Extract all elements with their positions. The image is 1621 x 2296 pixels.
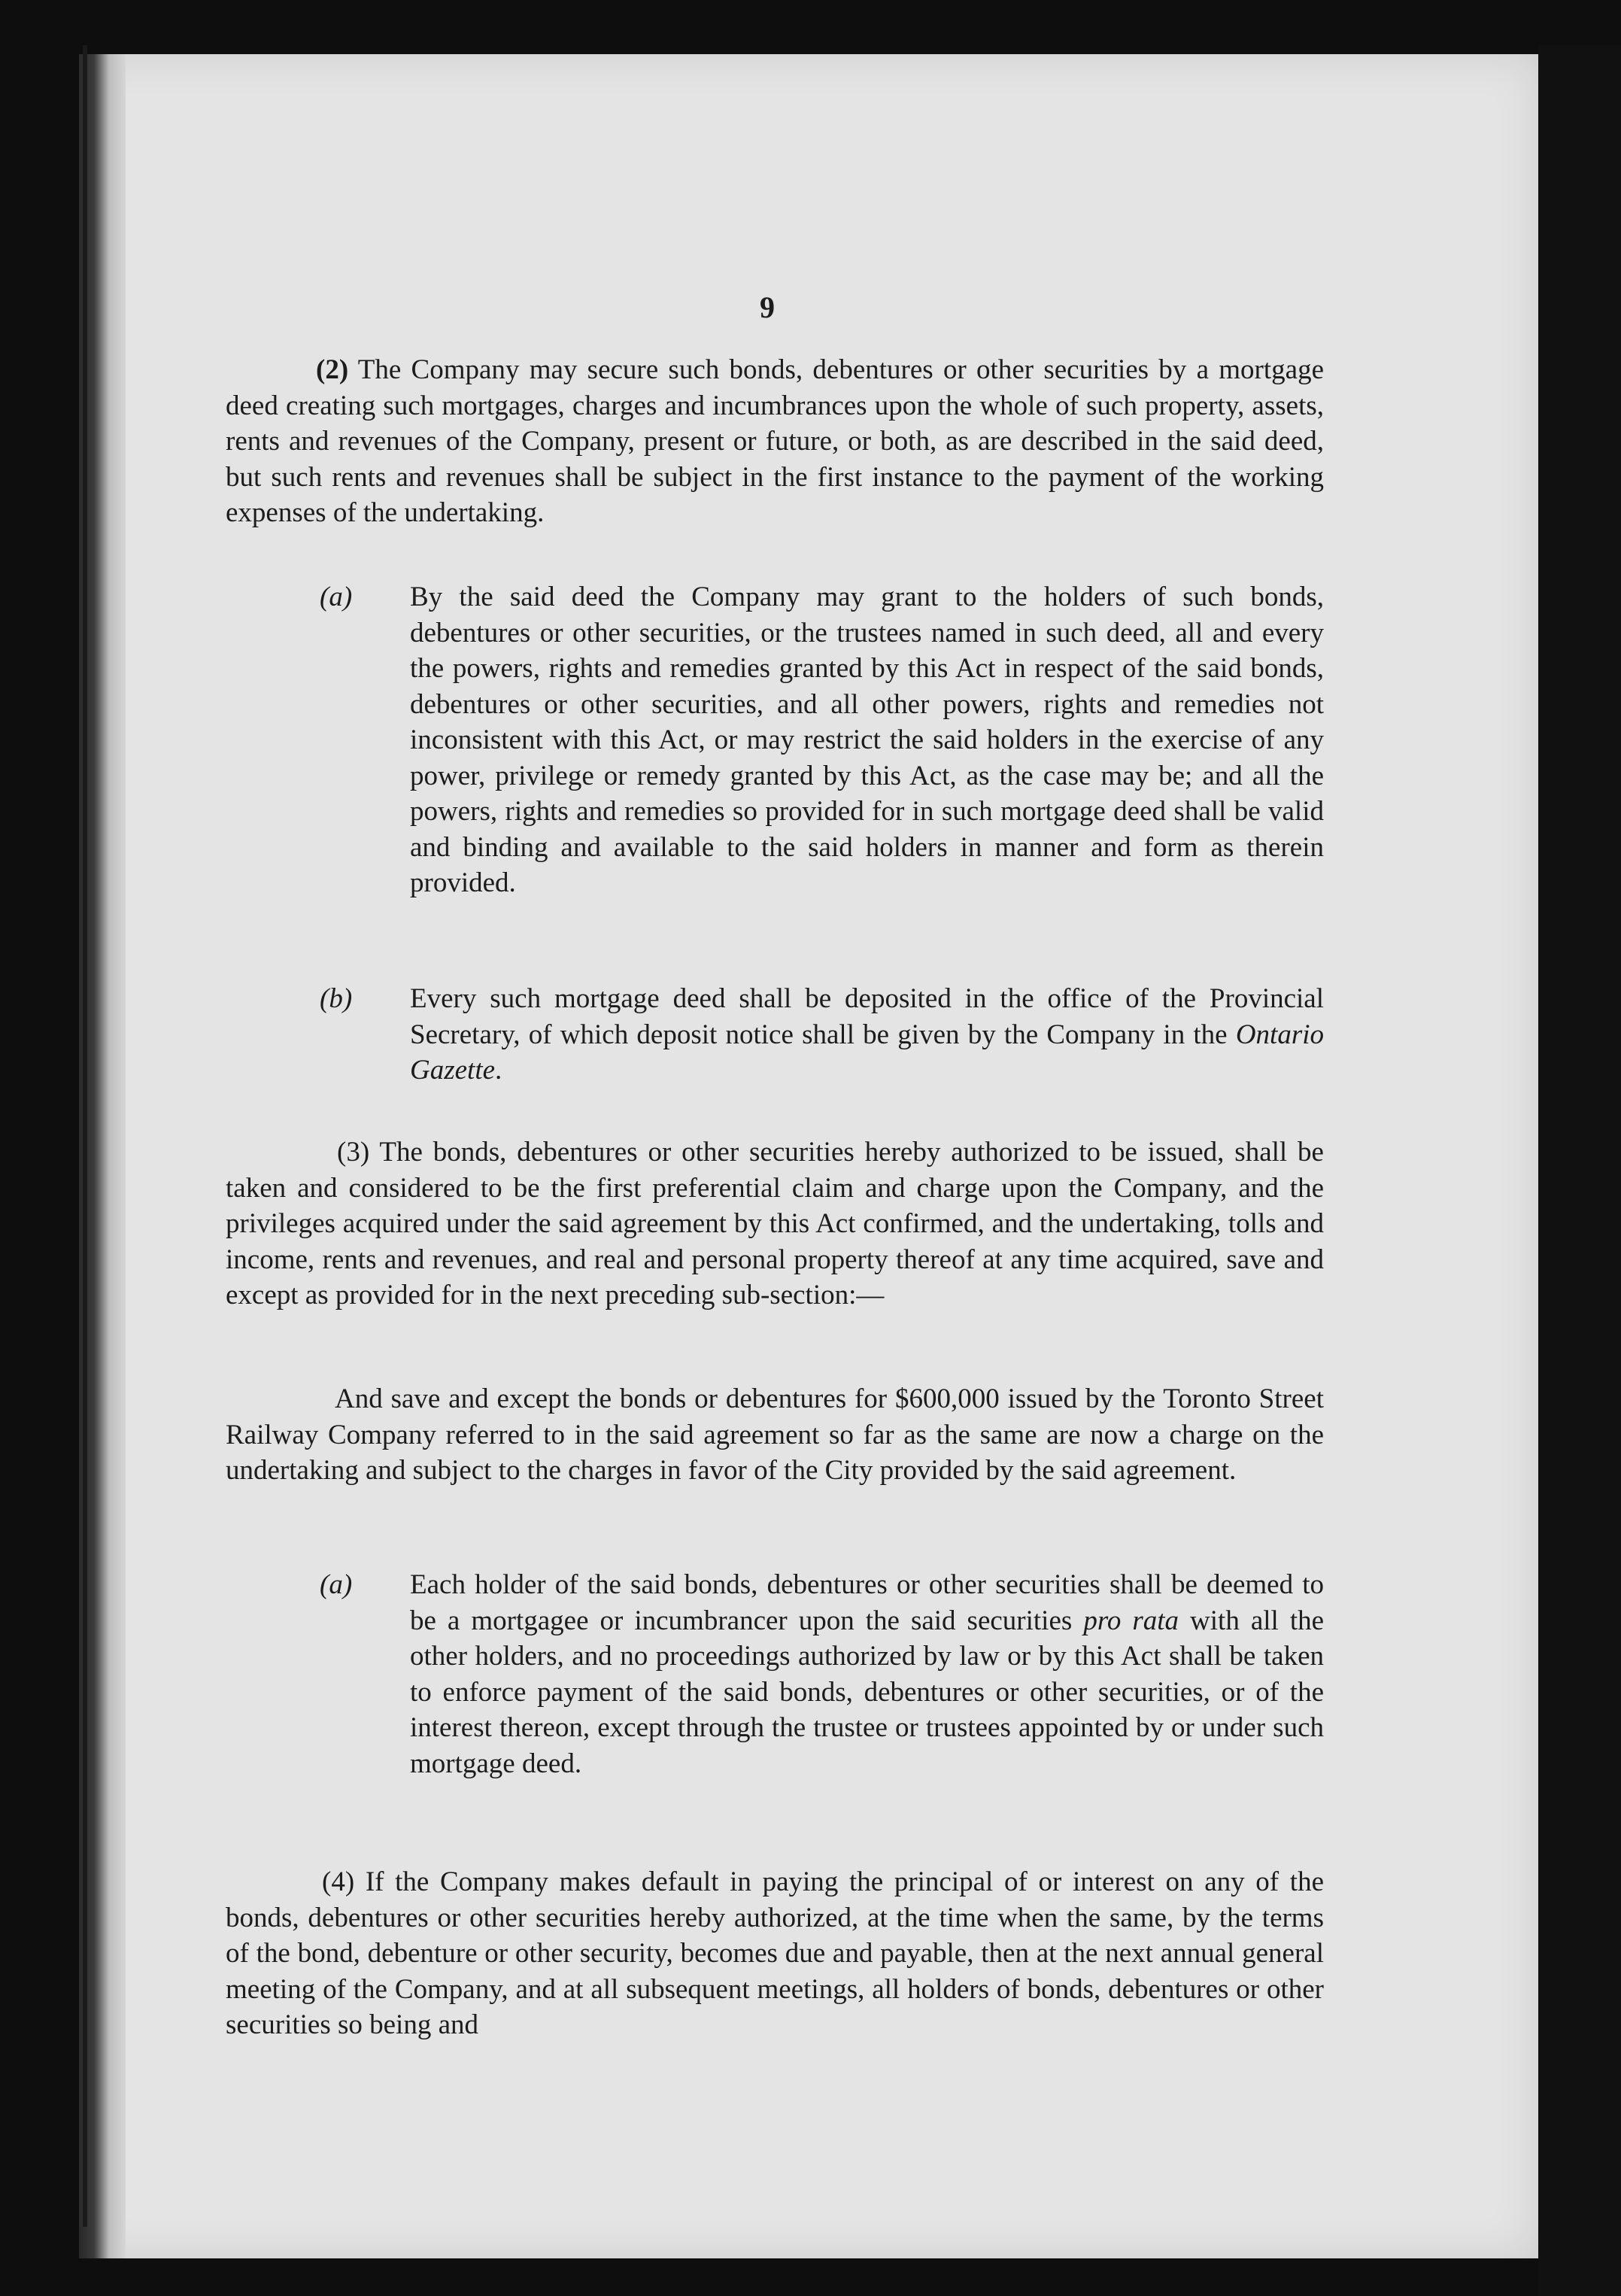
pro-rata-italic: pro rata [1083,1605,1179,1636]
paragraph-2b [320,981,1325,1089]
paragraph-3a-text-before: Each holder of the said bonds, debentures or other securities shall be deemed to be a mortgagee or incumbrancer upon the said securities [410,1569,1324,1636]
paragraph-3-text: The bonds, debentures or other securities hereby authorized to be issued, shall be taken and considered to be the first preferential claim and charge upon the Company, and the privileges acquired under the said agreement by this Act confirmed, and the undertaking, tolls and income, rents and revenues, and real and personal property thereof at any time acquired, save and except as provided for in the next preceding sub-section:— [226,1137,1324,1310]
paragraph-2a-text: By the said deed the Company may grant to the holders of such bonds, debentures or other securities, or the trustees named in such deed, all and every the powers, rights and remedies granted by this Act in respect of the said bonds, debentures or other securities, and all other powers, rights and remedies not inconsistent with this Act, or may restrict the said holders in the exercise of any power, privilege or remedy granted by this Act, as the case may be; and all the powers, rights and remedies so provided for in such mortgage deed shall be valid and binding and available to the said holders in manner and form as therein provided. [410,582,1324,898]
paragraph-2-text: The Company may secure such bonds, debentures or other securities by a mortgage deed creating such mortgages, charges and incumbrances upon the whole of such property, assets, rents and revenues of the Company, present or future, or both, as are described in the said deed, but such rents and revenues shall be subject in the first instance to the payment of the working expenses of the undertaking. [226,354,1324,528]
binding-edge-line [83,45,87,2227]
paragraph-2b-text: Every such mortgage deed shall be deposited in the office of the Provincial Secretary, of which deposit notice shall be given by the Company in the [410,983,1324,1050]
paragraph-4 [226,1864,1324,2043]
page-edge-dark [1538,45,1621,2296]
paragraph-2 [226,352,1324,531]
paragraph-3 [226,1134,1324,1314]
ontario-gazette-italic: Ontario Gazette [410,1019,1325,1086]
paragraph-2b-end: . [495,1055,502,1086]
page-number: 9 [760,290,775,324]
paragraph-3-label: (3) [337,1137,370,1168]
paragraph-3a [320,1567,1325,1781]
paragraph-2-label: (2) [316,354,349,385]
paragraph-3-continued [226,1381,1324,1489]
paragraph-3a-text-after: with all the other holders, and no proceedings authorized by law or by this Act shall be taken to enforce payment of the said bonds, debentures or other securities, or of the interest thereon, except through the trustee or trustees appointed by or under such mortgage deed. [410,1605,1325,1779]
paragraph-2a-label: (a) [320,582,353,612]
paragraph-3a-label: (a) [320,1569,353,1600]
paragraph-3-continued-text: And save and except the bonds or debentures for $600,000 issued by the Toronto Street Railway Company referred to in the said agreement so far as the same are now a charge on the undertaking and subject to the charges in favor of the City provided by the said agreement. [226,1383,1324,1486]
paragraph-2b-label: (b) [320,983,353,1014]
paragraph-4-label: (4) [322,1866,355,1897]
paragraph-2a [320,579,1324,901]
paragraph-4-text: If the Company makes default in paying the principal of or interest on any of the bonds, debentures or other securities hereby authorized, at the time when the same, by the terms of the bond, debenture or other security, becomes due and payable, then at the next annual general meeting of the Company, and at all subsequent meetings, all holders of bonds, debentures or other securities so being and [226,1866,1324,2040]
